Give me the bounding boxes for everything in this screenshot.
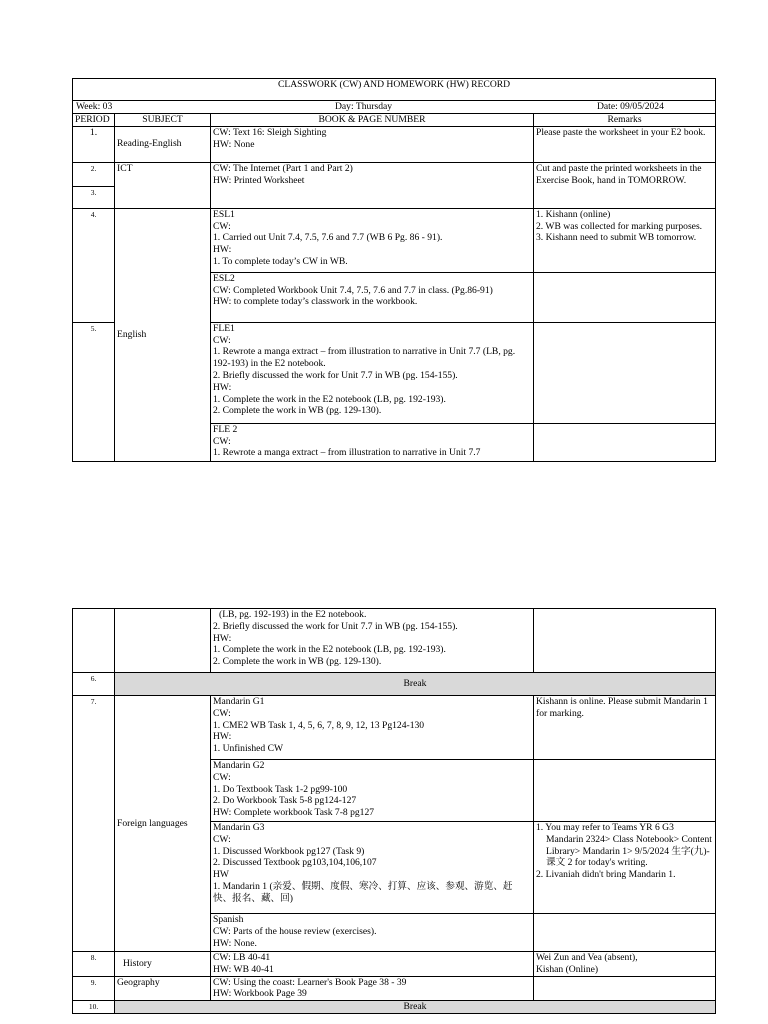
book-cell-spanish: Spanish CW: Parts of the house review (exercises). HW: None. <box>211 914 534 952</box>
book-cell: CW: The Internet (Part 1 and Part 2) HW: Printed Worksheet <box>211 162 534 208</box>
book-cell-fle2: FLE 2 CW: 1. Rewrote a manga extract – from illustration to narrative in Unit 7.7 <box>211 423 534 461</box>
period-number: 8. <box>73 952 115 977</box>
table-row <box>73 673 716 696</box>
table-row <box>73 609 716 673</box>
period-number: 3. <box>73 186 115 208</box>
col-header-remarks: Remarks <box>534 114 716 127</box>
day-label: Day: Thursday <box>335 101 393 112</box>
subject-cell: History <box>115 952 211 977</box>
remarks-cell <box>534 976 716 1001</box>
period-number: 10. <box>73 1001 115 1014</box>
record-table-page-2 <box>72 608 716 1014</box>
subject-cell: English <box>115 208 211 461</box>
period-number: 7. <box>73 696 115 952</box>
book-cell-fle2-cont: (LB, pg. 192-193) in the E2 notebook. 2. Briefly discussed the work for Unit 7.7 in WB (pg. 154-155). HW: 1. Complete the work in the E2 notebook (LB, pg. 192-193). 2. Complete the work in WB (pg. 129-130). <box>211 609 534 673</box>
remarks-cell <box>534 423 716 461</box>
week-label: Week: 03 <box>76 101 113 112</box>
period-number: 2. <box>73 162 115 186</box>
remarks-cell: Kishann is online. Please submit Mandarin 1 for marking. <box>534 696 716 760</box>
book-cell-mandarin-g1: Mandarin G1 CW: 1. CME2 WB Task 1, 4, 5, 6, 7, 8, 9, 12, 13 Pg124-130 HW: 1. Unfinished CW <box>211 696 534 760</box>
remarks-cell: Cut and paste the printed worksheets in the Exercise Book, hand in TOMORROW. <box>534 162 716 208</box>
record-table-page-1 <box>72 78 716 462</box>
remarks-cell <box>534 760 716 822</box>
break-cell: Break <box>115 1001 716 1014</box>
book-cell: CW: Text 16: Sleigh Sighting HW: None <box>211 126 534 162</box>
remarks-cell: 1. Kishann (online) 2. WB was collected for marking purposes. 3. Kishann need to submit WB tomorrow. <box>534 208 716 272</box>
book-cell-esl2: ESL2 CW: Completed Workbook Unit 7.4, 7.5, 7.6 and 7.7 in class. (Pg.86-91) HW: to complete today’s classwork in the workbook. <box>211 272 534 322</box>
table-row <box>73 1001 716 1014</box>
book-cell-esl1: ESL1 CW: 1. Carried out Unit 7.4, 7.5, 7.6 and 7.7 (WB 6 Pg. 86 - 91). HW: 1. To complete today’s CW in WB. <box>211 208 534 272</box>
col-header-book: BOOK & PAGE NUMBER <box>211 114 534 127</box>
table-row <box>73 952 716 977</box>
table-row <box>73 976 716 1001</box>
remarks-cell <box>534 914 716 952</box>
book-cell: CW: LB 40-41 HW: WB 40-41 <box>211 952 534 977</box>
remarks-cell <box>534 322 716 423</box>
col-header-subject: SUBJECT <box>115 114 211 127</box>
book-cell-mandarin-g2: Mandarin G2 CW: 1. Do Textbook Task 1-2 pg99-100 2. Do Workbook Task 5-8 pg124-127 HW: Complete workbook Task 7-8 pg127 <box>211 760 534 822</box>
col-header-period: PERIOD <box>73 114 115 127</box>
book-cell: CW: Using the coast: Learner's Book Page 38 - 39 HW: Workbook Page 39 <box>211 976 534 1001</box>
table-row <box>73 126 716 162</box>
table-row <box>73 162 716 186</box>
subject-cell: Reading-English <box>115 126 211 162</box>
date-label: Date: 09/05/2024 <box>597 101 664 112</box>
period-number: 5. <box>73 322 115 461</box>
subject-cell: ICT <box>115 162 211 208</box>
subject-cell: Geography <box>115 976 211 1001</box>
table-row <box>73 696 716 760</box>
period-number: 9. <box>73 976 115 1001</box>
record-title: CLASSWORK (CW) AND HOMEWORK (HW) RECORD <box>73 79 716 101</box>
book-cell-fle1: FLE1 CW: 1. Rewrote a manga extract – from illustration to narrative in Unit 7.7 (LB, pg. 192-193) in the E2 notebook. 2. Briefly discussed the work for Unit 7.7 in WB (pg. 154-155). HW: 1. Complete the work in the E2 notebook (LB, pg. 192-193). 2. Complete the work in WB (pg. 129-130). <box>211 322 534 423</box>
period-number: 1. <box>73 126 115 162</box>
remarks-cell <box>534 272 716 322</box>
break-cell: Break <box>115 673 716 696</box>
remarks-cell <box>534 609 716 673</box>
period-number: 4. <box>73 208 115 322</box>
table-row <box>73 208 716 272</box>
period-number <box>73 609 115 673</box>
period-number: 6. <box>73 673 115 696</box>
remarks-cell: 1. You may refer to Teams YR 6 G3 Mandarin 2324> Class Notebook> Content Library> Mandarin 1> 9/5/2024 生字(九)-课文 2 for today's writing. 2. Livaniah didn't bring Mandarin 1. <box>534 822 716 914</box>
remarks-cell: Wei Zun and Vea (absent), Kishan (Online) <box>534 952 716 977</box>
remarks-cell: Please paste the worksheet in your E2 book. <box>534 126 716 162</box>
book-cell-mandarin-g3: Mandarin G3 CW: 1. Discussed Workbook pg127 (Task 9) 2. Discussed Textbook pg103,104,106,107 HW 1. Mandarin 1 (亲爱、假期、度假、寒冷、打算、应该、参观、游览、赶快、报名、藏、回) <box>211 822 534 914</box>
subject-cell <box>115 609 211 673</box>
header-info-row <box>73 101 716 114</box>
subject-cell: Foreign languages <box>115 696 211 952</box>
